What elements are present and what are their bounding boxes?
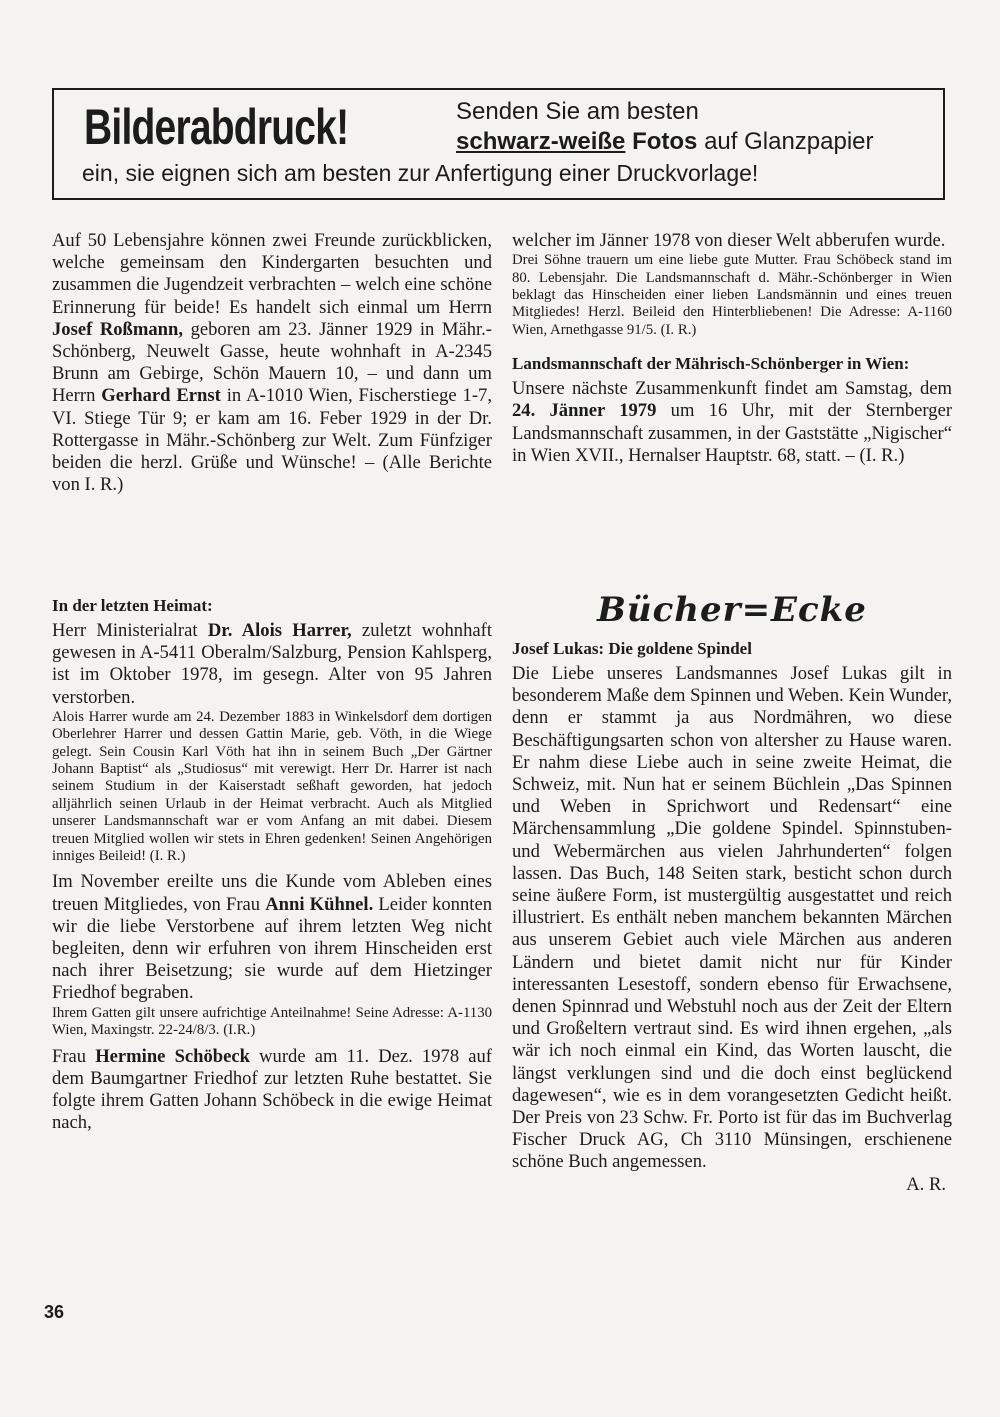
kuehnel-details: Ihrem Gatten gilt unsere aufrichtige Anteilnahme! Seine Adresse: A-1130 Wien, Maxingstr. 22-24/8/3. (I.R.) [52,1004,492,1039]
schoebeck-paragraph [52,1046,492,1135]
text-span: um 16 Uhr, mit der Sternberger Landsmannschaft zusammen, in der Gaststätte „Nigischer“ in Wien XVII., Hernalser Hauptstr. 68, statt. – (I. R.) [512,400,953,466]
schoebeck-continued: welcher im Jänner 1978 von dieser Welt abberufen wurde. [512,230,946,251]
kuehnel-paragraph [52,871,492,1004]
notice-line-2-rest: auf Glanzpapier [697,128,874,155]
birthday-paragraph [52,230,492,496]
name-harrer: Dr. Alois Harrer, [207,620,352,641]
notice-line-2 [456,128,874,156]
text-span: Frau [52,1045,96,1067]
left-column-bottom [52,595,492,1134]
schoebeck-details: Drei Söhne trauern um eine liebe gute Mutter. Frau Schöbeck stand im 80. Lebensjahr. Die Landsmannschaft d. Mähr.-Schönberger in Wien beklagt das Hinscheiden einer lieben Landsmännin und eines treuen Mitgliedes! Herzl. Beileid den Hinterbliebenen! Die Adresse: A-1160 Wien, Arnethgasse 91/5. (I. R.) [512,252,952,338]
heading-letzte-heimat: In der letzten Heimat: [52,596,213,615]
harrer-paragraph [52,620,492,709]
right-column-bottom [512,588,952,1196]
notice-bold: Fotos [632,128,698,155]
text-span: geboren am 23. Jänner 1929 in Mähr.-Schönberg, Neuwelt Gasse, heute wohnhaft in A-2345 Brunn am Gebirge, Schön Mauern 10, – und dann um Herrn [52,318,492,407]
left-column-top [52,230,492,496]
text-span: Herr Ministerialrat [52,620,208,641]
book-review-paragraph: Die Liebe unseres Landsmannes Josef Lukas gilt in besonderem Maße dem Spinnen und Weben. Kein Wunder, denn er stammt ja aus Nordmähren, wo diese Beschäftigungsarten schon von altersher zu Hause waren. Er nahm diese Liebe auch in seine zweite Heimat, die Schweiz, mit. Nun hat er seinem Büchlein „Das Spinnen und Weben in Sprichwort und Redensart“ eine Märchensammlung „Die goldene Spindel. Spinnstuben- und Webermärchen aus vielen Jahrhunderten“ folgen lassen. Das Buch, 148 Seiten stark, besticht schon durch seine äußere Form, ist mustergültig ausgestattet und reich illustriert. Es enthält neben manchem bekannten Märchen aus unserem Gebiet auch viele Märchen aus anderen Ländern und bietet damit nicht nur für Kinder interessanten Lesestoff, sondern ebenso für Erwachsene, denen Spinnrad und Webstuhl noch aus der Zeit der Eltern und Großeltern vertraut sind. Es wird ihnen ergehen, „als wär ich noch einmal ein Kind, das Worten lauscht, die längst verklungen sind und die doch einst beglückend dagewesen“, wie es in dem vorangesetzten Gedicht heißt. Der Preis von 23 Schw. Fr. Porto ist für das im Buchverlag Fischer Druck AG, Ch 3110 Münsingen, erschienene schöne Buch angemessen. [512,663,952,1173]
right-column-top [512,230,952,467]
text-span: Unsere nächste Zusammenkunft findet am Samstag, dem [512,378,952,400]
photo-notice-box [52,88,945,200]
heading-landsmannschaft: Landsmannschaft der Mährisch-Schönberger in Wien: [512,354,910,374]
notice-line-3: ein, sie eignen sich am besten zur Anfertigung einer Druckvorlage! [82,160,759,186]
review-signature: A. R. [906,1173,946,1195]
meeting-date: 24. Jänner 1979 [512,400,657,422]
harrer-details: Alois Harrer wurde am 24. Dezember 1883 in Winkelsdorf dem dortigen Oberlehrer Harrer und dessen Gattin Marie, geb. Vöth, in die Wiege gelegt. Sein Cousin Karl Vöth hat ihn in seinem Buch „Der Gärtner Johann Baptist“ als „Studiosus“ mit verewigt. Herr Dr. Harrer ist nach seinem Studium in der Kaiserstadt seßhaft geworden, hat jedoch alljährlich seinen Urlaub in der Heimat verbracht. Auch als Mitglied unserer Landsmannschaft war er vom Anfang an mit dabei. Diesem treuen Mitglied wollen wir stets in Ehren gedenken! Seinen Angehörigen inniges Beileid! (I. R.) [52,708,492,865]
name-kuehnel: Anni Kühnel. [265,893,374,915]
text-span: Auf 50 Lebensjahre können zwei Freunde zurückblicken, welche gemeinsam den Kindergarten besuchten und zusammen die Jugendzeit verbrachten – welch eine schöne Erinnerung für beide! Es handelt sich einmal um Herrn [52,230,492,318]
heading-book-review: Josef Lukas: Die goldene Spindel [512,639,752,658]
notice-headline: Bilderabdruck! [84,99,349,155]
page-number: 36 [44,1302,65,1322]
text-span: Im November ereilte uns die Kunde vom Ableben eines treuen Mitgliedes, von Frau [52,871,492,915]
text-span: wurde am 11. Dez. 1978 auf dem Baumgartner Friedhof zur letzten Ruhe bestattet. Sie folgte ihrem Gatten Johann Schöbeck in die ewige Heimat nach, [52,1045,492,1134]
notice-underlined: schwarz-weiße [456,128,626,155]
text-span: in A-1010 Wien, Fischerstiege 1-7, VI. Stiege Tür 9; er kam am 16. Feber 1929 in der Dr. Rottergasse in Mähr.-Schönberg zur Welt. Zum Fünfziger beiden die herzl. Grüße und Wünsche! – (Alle Berichte von I. R.) [52,385,492,496]
text-span: zuletzt wohnhaft gewesen in A-5411 Oberalm/Salzburg, Pension Kahlsperg, ist im Oktober 1978, im gesegn. Alter von 95 Jahren verstorben. [52,620,492,708]
name-rossmann: Josef Roßmann, [52,318,184,340]
meeting-paragraph [512,378,952,467]
name-schoebeck: Hermine Schöbeck [95,1045,250,1067]
name-ernst: Gerhard Ernst [101,385,221,407]
section-title-buecher-ecke: Bücher=Ecke [597,590,867,630]
notice-line-1: Senden Sie am besten [456,98,699,125]
text-span: Leider konnten wir die liebe Verstorbene auf ihrem letzten Weg nicht begleiten, denn wir erfuhren von ihrem Hinscheiden erst nach ihrer Beisetzung; sie wurde auf dem Hietzinger Friedhof begraben. [52,893,492,1004]
